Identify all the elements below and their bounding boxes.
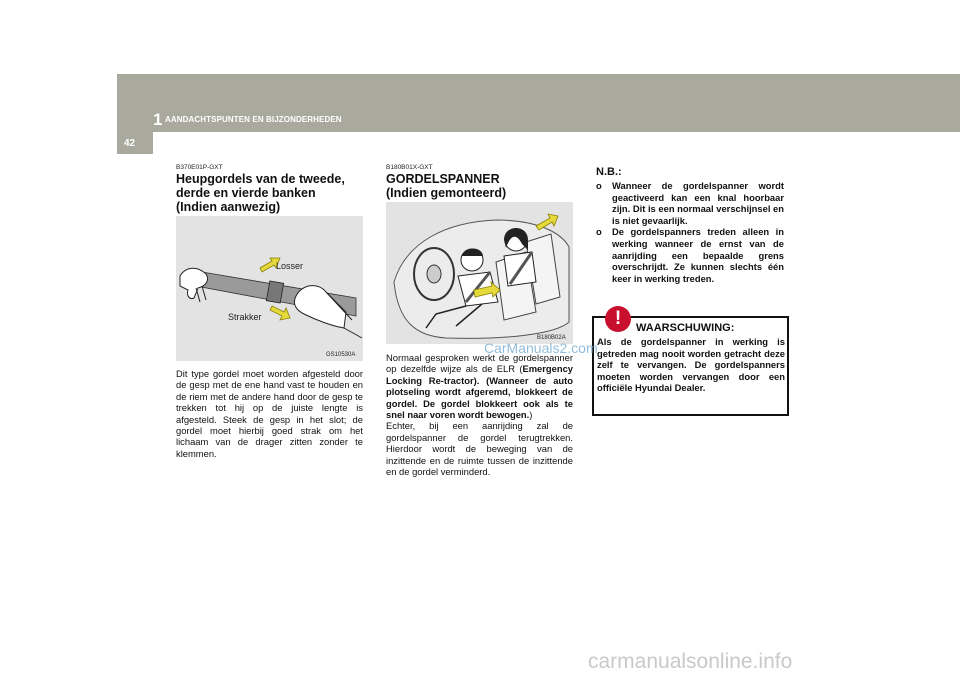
left-column	[176, 164, 363, 218]
middle-column	[386, 164, 573, 204]
section-heading: GORDELSPANNER (Indien gemonteerd)	[386, 172, 507, 200]
middle-text	[386, 352, 573, 477]
section-code: B180B01X-GXT	[386, 164, 433, 171]
release-label: Losser	[276, 261, 304, 271]
pretensioner-paragraph-1: Normaal gesproken werkt de gordelspanner op dezelfde wijze als de ELR (Emergency Locking Re-tractor). (Wanneer de auto plotseling wordt afgeremd, blokkeert de gordel. De gordel blokkeert ook als te snel naar voren wordt bewogen.)	[386, 352, 573, 421]
figure-code: GS10530A	[326, 352, 356, 358]
page-number: 42	[124, 138, 136, 149]
right-column	[596, 166, 784, 284]
car-interior-drawing	[386, 202, 573, 344]
lap-belt-illustration	[176, 216, 363, 361]
lap-belt-paragraph: Dit type gordel moet worden afgesteld door de gesp met de ene hand vast te houden en de riem met de andere hand door de gesp te trekken tot hij op de juiste lengte is afgesteld. Steek de gesp in het slot; de gordel moet hierbij goed strak om het lichaam van de drager zitten zonder te klemmen.	[176, 368, 363, 459]
tighten-label: Strakker	[228, 312, 262, 322]
section-heading: Heupgordels van de tweede, derde en vierde banken (Indien aanwezig)	[176, 172, 345, 214]
pretensioner-paragraph-2: Echter, bij een aanrijding zal de gordelspanner de gordel terugtrekken. Hierdoor wordt de beweging van de inzittende en de ruimte tussen de inzittende en de gordel verminderd.	[386, 420, 573, 478]
chapter-title: AANDACHTSPUNTEN EN BIJZONDERHEDEN	[165, 115, 342, 124]
warning-title: WAARSCHUWING:	[636, 322, 735, 334]
section-code: B370E01P-GXT	[176, 164, 223, 171]
warning-text: Als de gordelspanner in werking is getreden mag nooit worden getracht deze zelf te vervangen. De gordelspanners moeten worden vervangen door een officiële Hyundai Dealer.	[597, 336, 785, 394]
note-title: N.B.:	[596, 166, 622, 178]
left-text	[176, 368, 363, 459]
note-list	[596, 180, 784, 284]
lap-belt-drawing	[176, 216, 363, 361]
pretensioner-illustration	[386, 202, 573, 344]
warning-icon	[604, 305, 632, 333]
chapter-number: 1	[153, 110, 163, 129]
warning-symbol: !	[614, 308, 622, 329]
watermark-carmanuals2: CarManuals2.com	[484, 340, 598, 356]
figure-code: B180B02A	[537, 335, 566, 341]
note-item: o Wanneer de gordelspanner wordt geactiveerd kan een knal hoorbaar zijn. Dit is een normaal verschijnsel en is niet gevaarlijk.	[596, 180, 784, 226]
watermark-carmanualsonline: carmanualsonline.info	[588, 650, 793, 673]
note-item: o De gordelspanners treden alleen in werking wanneer de ernst van de aanrijding een bepaalde grens overschrijdt. Ze kunnen slechts één keer in werking treden.	[596, 226, 784, 284]
